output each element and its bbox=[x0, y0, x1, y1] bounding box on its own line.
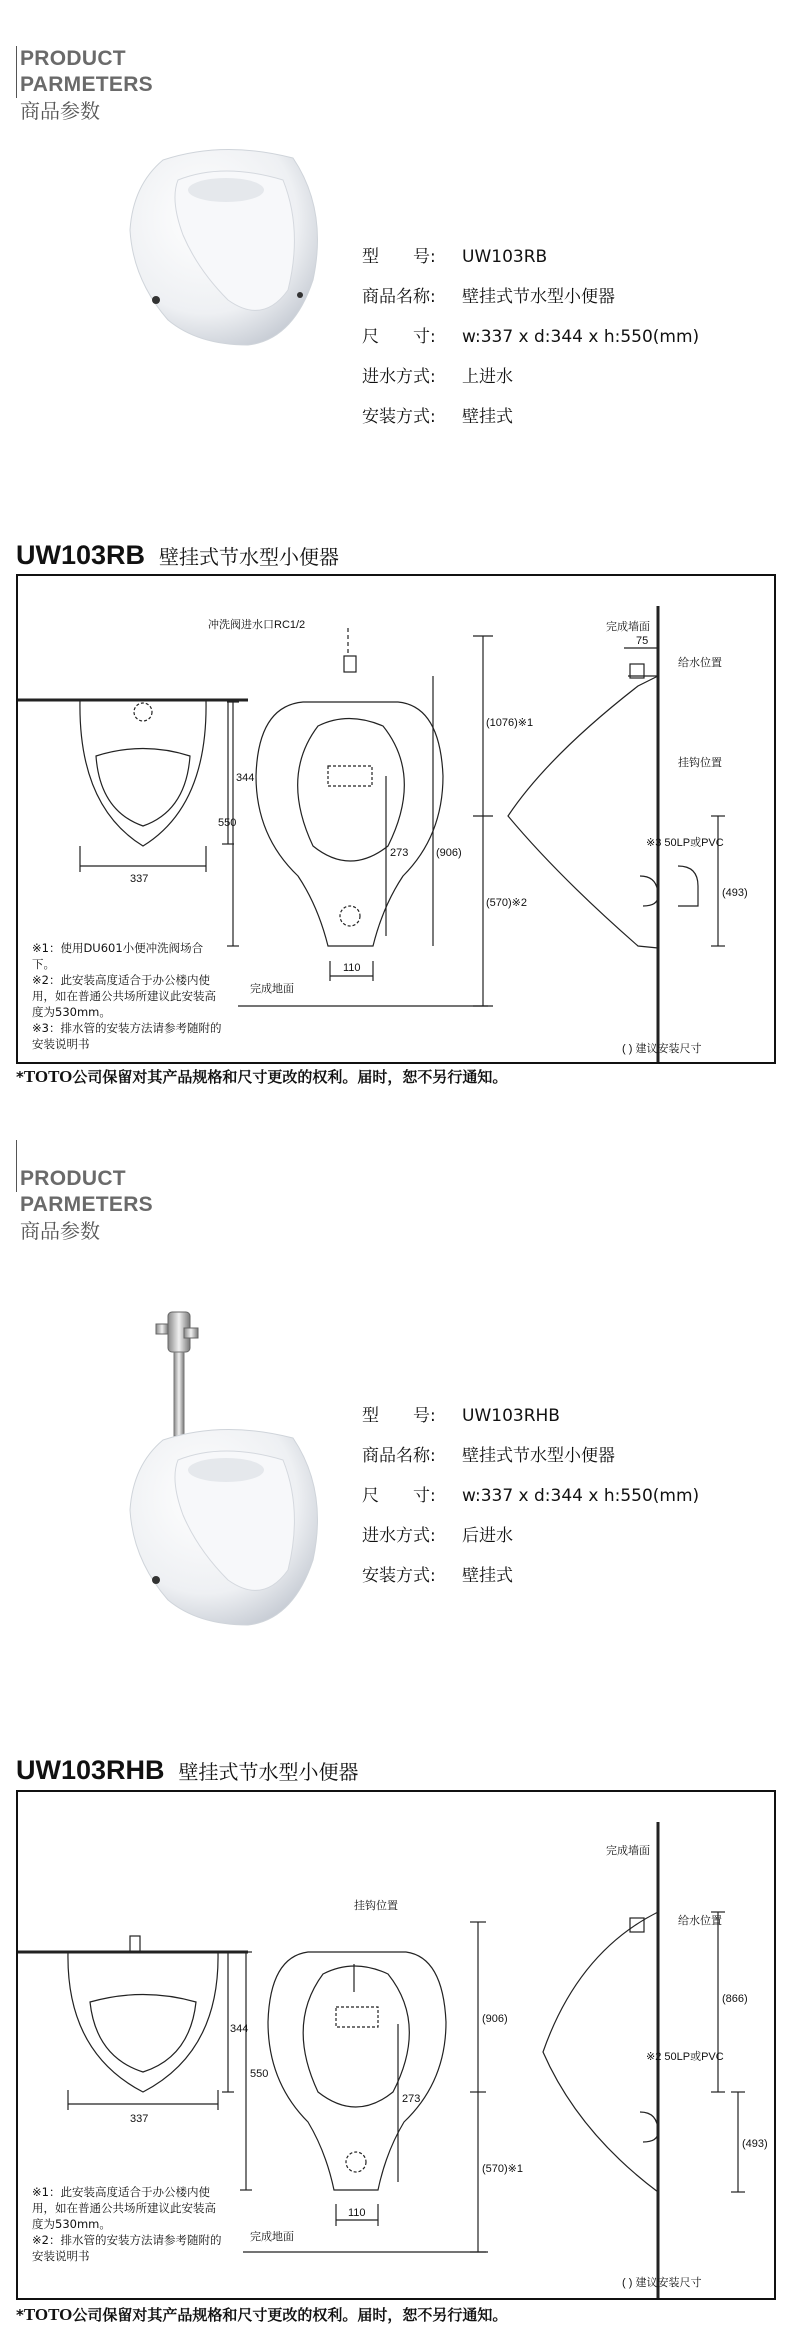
header-cn: 商品参数 bbox=[20, 1219, 100, 1243]
spec-value: w:337 x d:344 x h:550(mm) bbox=[462, 1486, 700, 1506]
spec-list bbox=[362, 237, 699, 437]
dim-337: 337 bbox=[130, 873, 149, 885]
notes bbox=[32, 940, 222, 1052]
note-1: ※1：此安装高度适合于办公楼内使用，如在普通公共场所建议此安装高度为530mm。 bbox=[32, 2185, 216, 2231]
dim-273: 273 bbox=[390, 847, 409, 859]
spec-size bbox=[362, 1476, 699, 1516]
label-recommend: ( ) 建议安装尺寸 bbox=[622, 1043, 702, 1055]
label-supply: 给水位置 bbox=[678, 657, 722, 669]
dim-75: 75 bbox=[636, 635, 649, 647]
spec-list bbox=[362, 1396, 699, 1596]
spec-inlet bbox=[362, 1516, 699, 1556]
spec-label: 商品名称: bbox=[362, 287, 436, 307]
footer-star: * bbox=[16, 2306, 24, 2324]
footer-text: 公司保留对其产品规格和尺寸更改的权利。届时，恕不另行通知。 bbox=[72, 2306, 508, 2324]
section-header bbox=[20, 1166, 153, 1244]
label-supply: 给水位置 bbox=[678, 1915, 722, 1927]
notes bbox=[32, 2184, 222, 2264]
diagram-name: 壁挂式节水型小便器 bbox=[178, 1760, 359, 1784]
spec-value: UW103RHB bbox=[462, 1406, 560, 1426]
label-hook: 挂钩位置 bbox=[354, 1900, 398, 1912]
spec-label: 安装方式: bbox=[362, 407, 436, 427]
dim-110: 110 bbox=[348, 2207, 366, 2219]
diagram-title bbox=[16, 540, 339, 571]
header-en-2: PARMETERS bbox=[20, 1193, 153, 1216]
drawing-frame bbox=[16, 1790, 776, 2300]
product-image bbox=[108, 1300, 338, 1700]
spec-label: 进水方式: bbox=[362, 1526, 436, 1546]
dim-550: 550 bbox=[218, 817, 237, 829]
spec-label: 安装方式: bbox=[362, 1566, 436, 1586]
spec-label: 商品名称: bbox=[362, 1446, 436, 1466]
label-wall: 完成墙面 bbox=[606, 1845, 650, 1857]
diagram-model: UW103RB bbox=[16, 540, 146, 570]
spec-mount bbox=[362, 1556, 699, 1596]
spec-value: 壁挂式 bbox=[462, 1566, 513, 1586]
diagram-name: 壁挂式节水型小便器 bbox=[159, 545, 340, 569]
header-cn: 商品参数 bbox=[20, 99, 100, 123]
label-drain: ※2 50LP或PVC bbox=[646, 2051, 724, 2063]
label-inlet: 冲洗阀进水口RC1/2 bbox=[208, 619, 306, 631]
diagram-title bbox=[16, 1755, 359, 1786]
label-wall: 完成墙面 bbox=[606, 621, 650, 633]
dim-906: (906) bbox=[436, 847, 462, 859]
spec-value: UW103RB bbox=[462, 247, 548, 267]
footer-disclaimer bbox=[16, 1066, 507, 1087]
footer-text: 公司保留对其产品规格和尺寸更改的权利。届时，恕不另行通知。 bbox=[72, 1068, 508, 1086]
spec-name bbox=[362, 1436, 699, 1476]
spec-inlet bbox=[362, 357, 699, 397]
note-3: ※3：排水管的安装方法请参考随附的安装说明书 bbox=[32, 1021, 222, 1051]
note-2: ※2：排水管的安装方法请参考随附的安装说明书 bbox=[32, 2233, 222, 2263]
product-image bbox=[108, 140, 338, 350]
label-drain: ※3 50LP或PVC bbox=[646, 837, 724, 849]
header-en-2: PARMETERS bbox=[20, 73, 153, 96]
dim-570: (570)※2 bbox=[486, 897, 528, 909]
dim-493: (493) bbox=[742, 2138, 768, 2150]
spec-label: 尺 寸: bbox=[362, 327, 436, 347]
header-en-1: PRODUCT bbox=[20, 47, 126, 70]
note-2: ※2：此安装高度适合于办公楼内使用，如在普通公共场所建议此安装高度为530mm。 bbox=[32, 973, 216, 1019]
dim-344: 344 bbox=[230, 2023, 249, 2035]
dim-110: 110 bbox=[343, 962, 361, 974]
spec-label: 型 号: bbox=[362, 247, 436, 267]
note-1: ※1：使用DU601小便冲洗阀场合下。 bbox=[32, 941, 204, 971]
spec-value: 上进水 bbox=[462, 367, 513, 387]
diagram-model: UW103RHB bbox=[16, 1755, 165, 1785]
drawing-frame bbox=[16, 574, 776, 1064]
label-hook: 挂钩位置 bbox=[678, 757, 722, 769]
section-header bbox=[20, 46, 153, 124]
spec-label: 尺 寸: bbox=[362, 1486, 436, 1506]
dim-906: (906) bbox=[482, 2013, 508, 2025]
spec-mount bbox=[362, 397, 699, 437]
spec-model bbox=[362, 237, 699, 277]
spec-value: 壁挂式节水型小便器 bbox=[462, 1446, 615, 1466]
header-accent-line bbox=[16, 1140, 17, 1192]
spec-model bbox=[362, 1396, 699, 1436]
dim-344: 344 bbox=[236, 772, 255, 784]
dim-1076: (1076)※1 bbox=[486, 717, 534, 729]
spec-label: 进水方式: bbox=[362, 367, 436, 387]
dim-866: (866) bbox=[722, 1993, 748, 2005]
footer-brand: TOTO bbox=[23, 1067, 73, 1086]
spec-size bbox=[362, 317, 699, 357]
header-en-1: PRODUCT bbox=[20, 1167, 126, 1190]
dim-337: 337 bbox=[130, 2113, 149, 2125]
label-recommend: ( ) 建议安装尺寸 bbox=[622, 2277, 702, 2289]
spec-value: w:337 x d:344 x h:550(mm) bbox=[462, 327, 700, 347]
footer-star: * bbox=[16, 1068, 24, 1086]
label-floor: 完成地面 bbox=[250, 2231, 294, 2243]
spec-label: 型 号: bbox=[362, 1406, 436, 1426]
spec-value: 后进水 bbox=[462, 1526, 513, 1546]
spec-value: 壁挂式节水型小便器 bbox=[462, 287, 615, 307]
spec-name bbox=[362, 277, 699, 317]
footer-disclaimer bbox=[16, 2304, 507, 2325]
spec-value: 壁挂式 bbox=[462, 407, 513, 427]
dim-273: 273 bbox=[402, 2093, 421, 2105]
dim-493: (493) bbox=[722, 887, 748, 899]
footer-brand: TOTO bbox=[23, 2305, 73, 2324]
label-floor: 完成地面 bbox=[250, 983, 294, 995]
header-accent-line bbox=[16, 46, 17, 98]
dim-570: (570)※1 bbox=[482, 2163, 524, 2175]
dim-550: 550 bbox=[250, 2068, 269, 2080]
